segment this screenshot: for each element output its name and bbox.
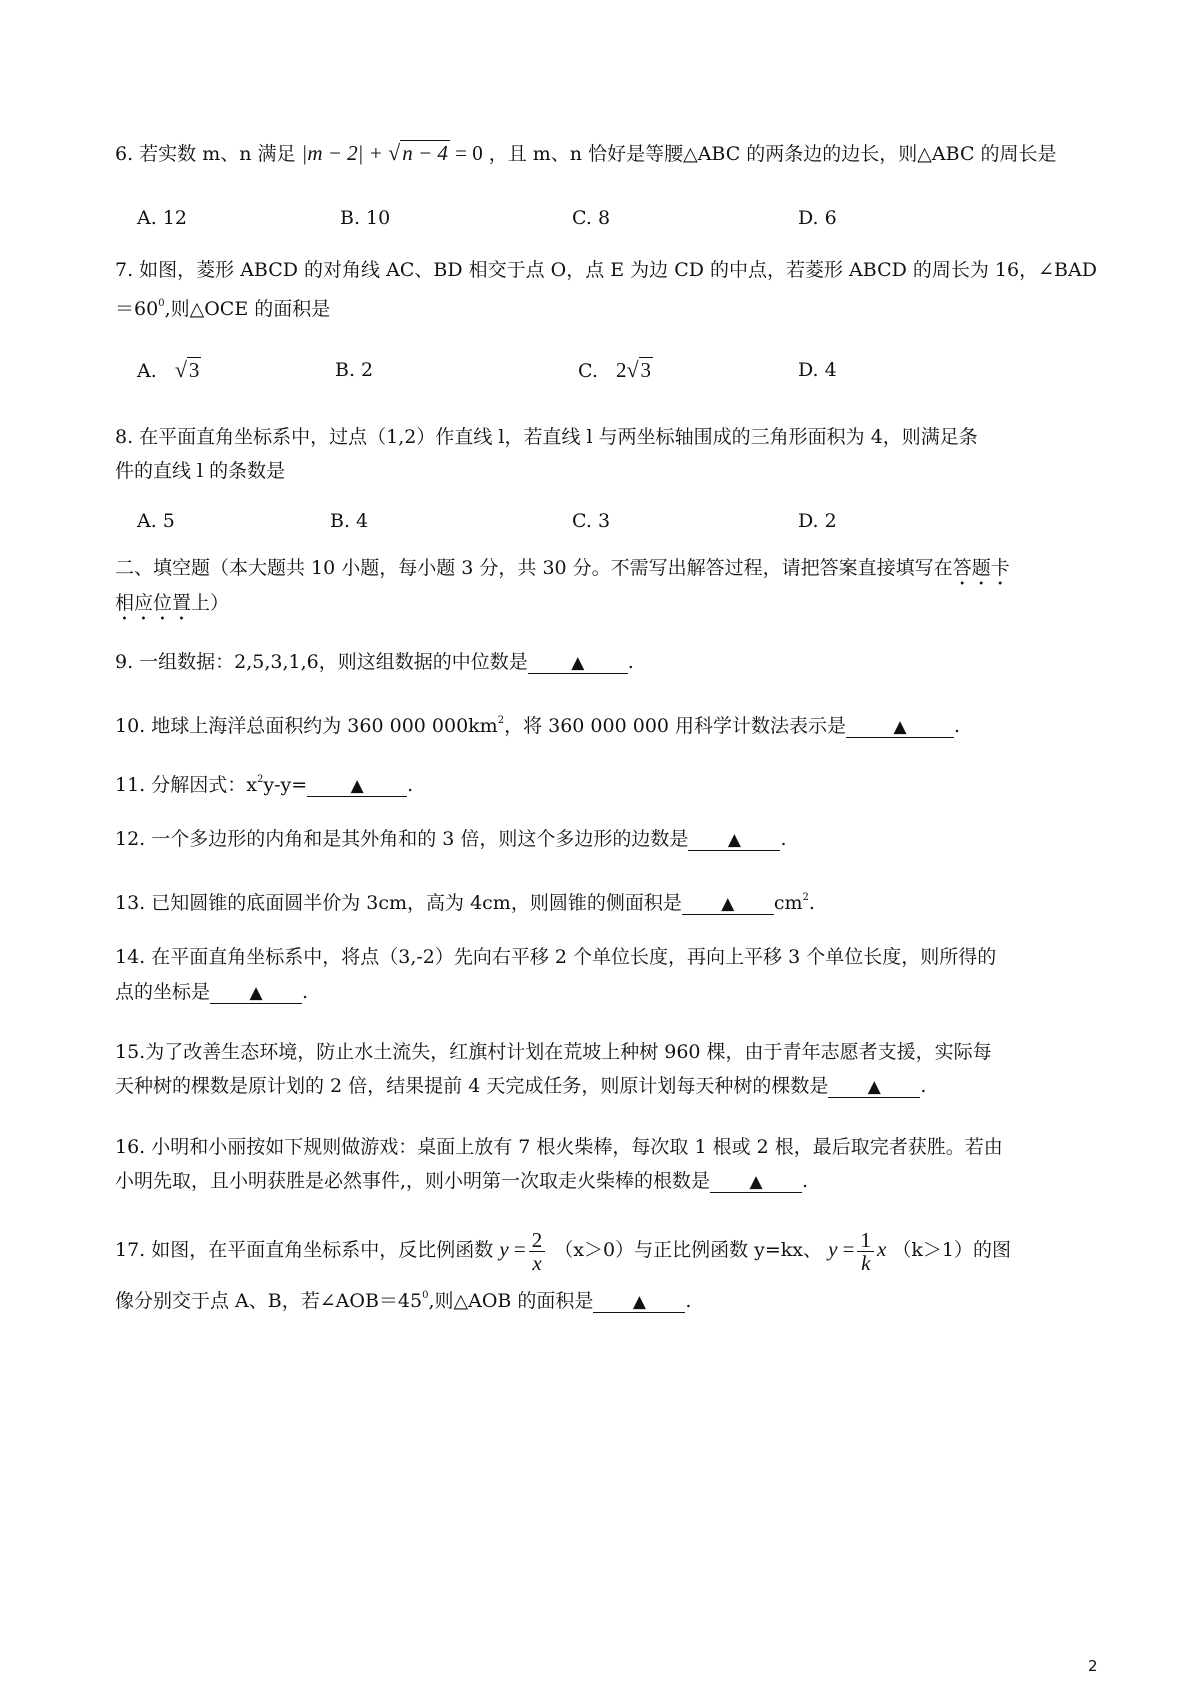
question-14-line2 <box>115 979 308 1005</box>
q16-text: 小明先取，且小明获胜是必然事件,，则小明第一次取走火柴棒的根数是 <box>115 1170 711 1192</box>
q14-answer-blank: ▲ <box>210 983 302 1004</box>
q7-question: ,则△OCE 的面积是 <box>164 298 331 320</box>
q17-text-b: （x＞0）与正比例函数 y=kx、 <box>554 1239 823 1261</box>
q9-period: . <box>627 651 634 673</box>
linear-function-expression: y = $\frac{1}{k}$ x <box>828 1227 887 1275</box>
section-2-emphasis-2: 相应位置 <box>115 592 192 614</box>
q14-text: 点的坐标是 <box>115 981 211 1003</box>
q10-text-a: 10. 地球上海洋总面积约为 360 000 000km <box>115 715 498 737</box>
q9-answer-blank: ▲ <box>528 653 628 674</box>
q12-answer-blank: ▲ <box>688 830 780 851</box>
question-8-line2: 件的直线 l 的条数是 <box>115 460 286 482</box>
q6-option-d: D. 6 <box>798 207 837 229</box>
q6-option-c: C. 8 <box>572 207 611 229</box>
q9-text: 9. 一组数据：2,5,3,1,6，则这组数据的中位数是 <box>115 651 528 673</box>
question-16-line1: 16. 小明和小丽按如下规则做游戏：桌面上放有 7 根火柴棒，每次取 1 根或 2 根，最后取完者获胜。若由 <box>115 1136 1003 1158</box>
q6-suffix: ，且 m、n 恰好是等腰△ABC 的两条边的边长，则△ABC 的周长是 <box>488 143 1057 165</box>
q10-answer-blank: ▲ <box>846 717 954 738</box>
q6-option-a: A. 12 <box>137 207 187 229</box>
question-7-line2 <box>115 291 330 322</box>
q10-text-b: ，将 360 000 000 用科学计数法表示是 <box>504 715 847 737</box>
inverse-function-expression: y = $\frac{2}{x}$ <box>499 1237 548 1261</box>
q13-unit: cm <box>773 892 803 914</box>
sqrt3-expression: √3 <box>174 357 200 382</box>
question-6-stem <box>115 140 1057 167</box>
q11-text-b: y-y= <box>263 774 308 796</box>
q7-option-d: D. 4 <box>798 359 837 381</box>
question-10 <box>115 708 960 739</box>
q11-answer-blank: ▲ <box>307 776 407 797</box>
section-2-heading-line1 <box>115 555 1010 590</box>
question-13 <box>115 885 815 916</box>
q8-option-a: A. 5 <box>137 510 175 532</box>
two-sqrt3-expression: 2√3 <box>615 357 652 382</box>
q11-period: . <box>407 774 414 796</box>
q12-period: . <box>780 828 787 850</box>
q13-period: . <box>808 892 815 914</box>
q13-sup: 2 <box>802 892 809 903</box>
q17-period: . <box>685 1290 692 1312</box>
q17-text-c: （k＞1）的图 <box>892 1239 1011 1261</box>
q15-answer-blank: ▲ <box>828 1077 920 1098</box>
q8-option-d: D. 2 <box>798 510 837 532</box>
q17-degree-sup: 0 <box>422 1290 429 1301</box>
q12-text: 12. 一个多边形的内角和是其外角和的 3 倍，则这个多边形的边数是 <box>115 828 689 850</box>
question-8-line1: 8. 在平面直角坐标系中，过点（1,2）作直线 l，若直线 l 与两坐标轴围成的三角形面积为 4，则满足条 <box>115 426 978 448</box>
q13-text: 13. 已知圆锥的底面圆半价为 3cm，高为 4cm，则圆锥的侧面积是 <box>115 892 682 914</box>
q15-text: 天种树的棵数是原计划的 2 倍，结果提前 4 天完成任务，则原计划每天种树的棵数是 <box>115 1075 829 1097</box>
question-15-line1: 15.为了改善生态环境，防止水土流失，红旗村计划在荒坡上种树 960 棵，由于青年志愿者支援，实际每 <box>115 1041 992 1063</box>
q17-text-d: 像分别交于点 A、B，若∠AOB＝45 <box>115 1290 423 1312</box>
q17-text-e: ,则△AOB 的面积是 <box>428 1290 594 1312</box>
question-12 <box>115 826 786 852</box>
q7-option-a-label: A. <box>137 360 157 382</box>
q17-answer-blank: ▲ <box>593 1292 685 1313</box>
question-17-line2 <box>115 1283 691 1314</box>
q6-option-b: B. 10 <box>340 207 391 229</box>
question-11 <box>115 767 413 798</box>
q7-option-c <box>578 357 653 384</box>
question-16-line2 <box>115 1168 808 1194</box>
q13-answer-blank: ▲ <box>682 894 774 915</box>
q6-equation: |m − 2| + √n − 4 = 0 <box>301 140 483 165</box>
question-7-line1: 7. 如图，菱形 ABCD 的对角线 AC、BD 相交于点 O，点 E 为边 CD 的中点，若菱形 ABCD 的周长为 16，∠BAD <box>115 259 1097 281</box>
sqrt-symbol: √n − 4 <box>388 140 448 165</box>
q16-answer-blank: ▲ <box>710 1172 802 1193</box>
q16-period: . <box>802 1170 809 1192</box>
question-17-line1 <box>115 1224 1011 1275</box>
question-14-line1: 14. 在平面直角坐标系中，将点（3,-2）先向右平移 2 个单位长度，再向上平移 3 个单位长度，则所得的 <box>115 946 997 968</box>
q10-period: . <box>954 715 961 737</box>
question-9 <box>115 649 634 675</box>
q11-text-a: 11. 分解因式：x <box>115 774 257 796</box>
q8-option-c: C. 3 <box>572 510 611 532</box>
section-2-heading-line2 <box>115 590 229 625</box>
q11-sup: 2 <box>256 774 264 785</box>
section-2-close: 上） <box>191 592 230 614</box>
q7-option-a <box>137 357 201 384</box>
q7-degree-sup: 0 <box>158 298 165 309</box>
section-2-emphasis-1: 答题卡 <box>952 557 1010 579</box>
q15-period: . <box>920 1075 927 1097</box>
q17-text-a: 17. 如图，在平面直角坐标系中，反比例函数 <box>115 1239 494 1261</box>
page-number: 2 <box>1088 1657 1098 1675</box>
q8-option-b: B. 4 <box>330 510 369 532</box>
q14-period: . <box>302 981 309 1003</box>
section-2-intro: 二、填空题（本大题共 10 小题，每小题 3 分，共 30 分。不需写出解答过程，请把答案直接填写在 <box>115 557 953 579</box>
q6-prefix: 6. 若实数 m、n 满足 <box>115 143 302 165</box>
question-15-line2 <box>115 1073 926 1099</box>
q7-option-c-label: C. <box>578 360 598 382</box>
q10-sup: 2 <box>497 715 505 726</box>
q7-angle: ＝60 <box>115 298 159 320</box>
q7-option-b: B. 2 <box>335 359 374 381</box>
